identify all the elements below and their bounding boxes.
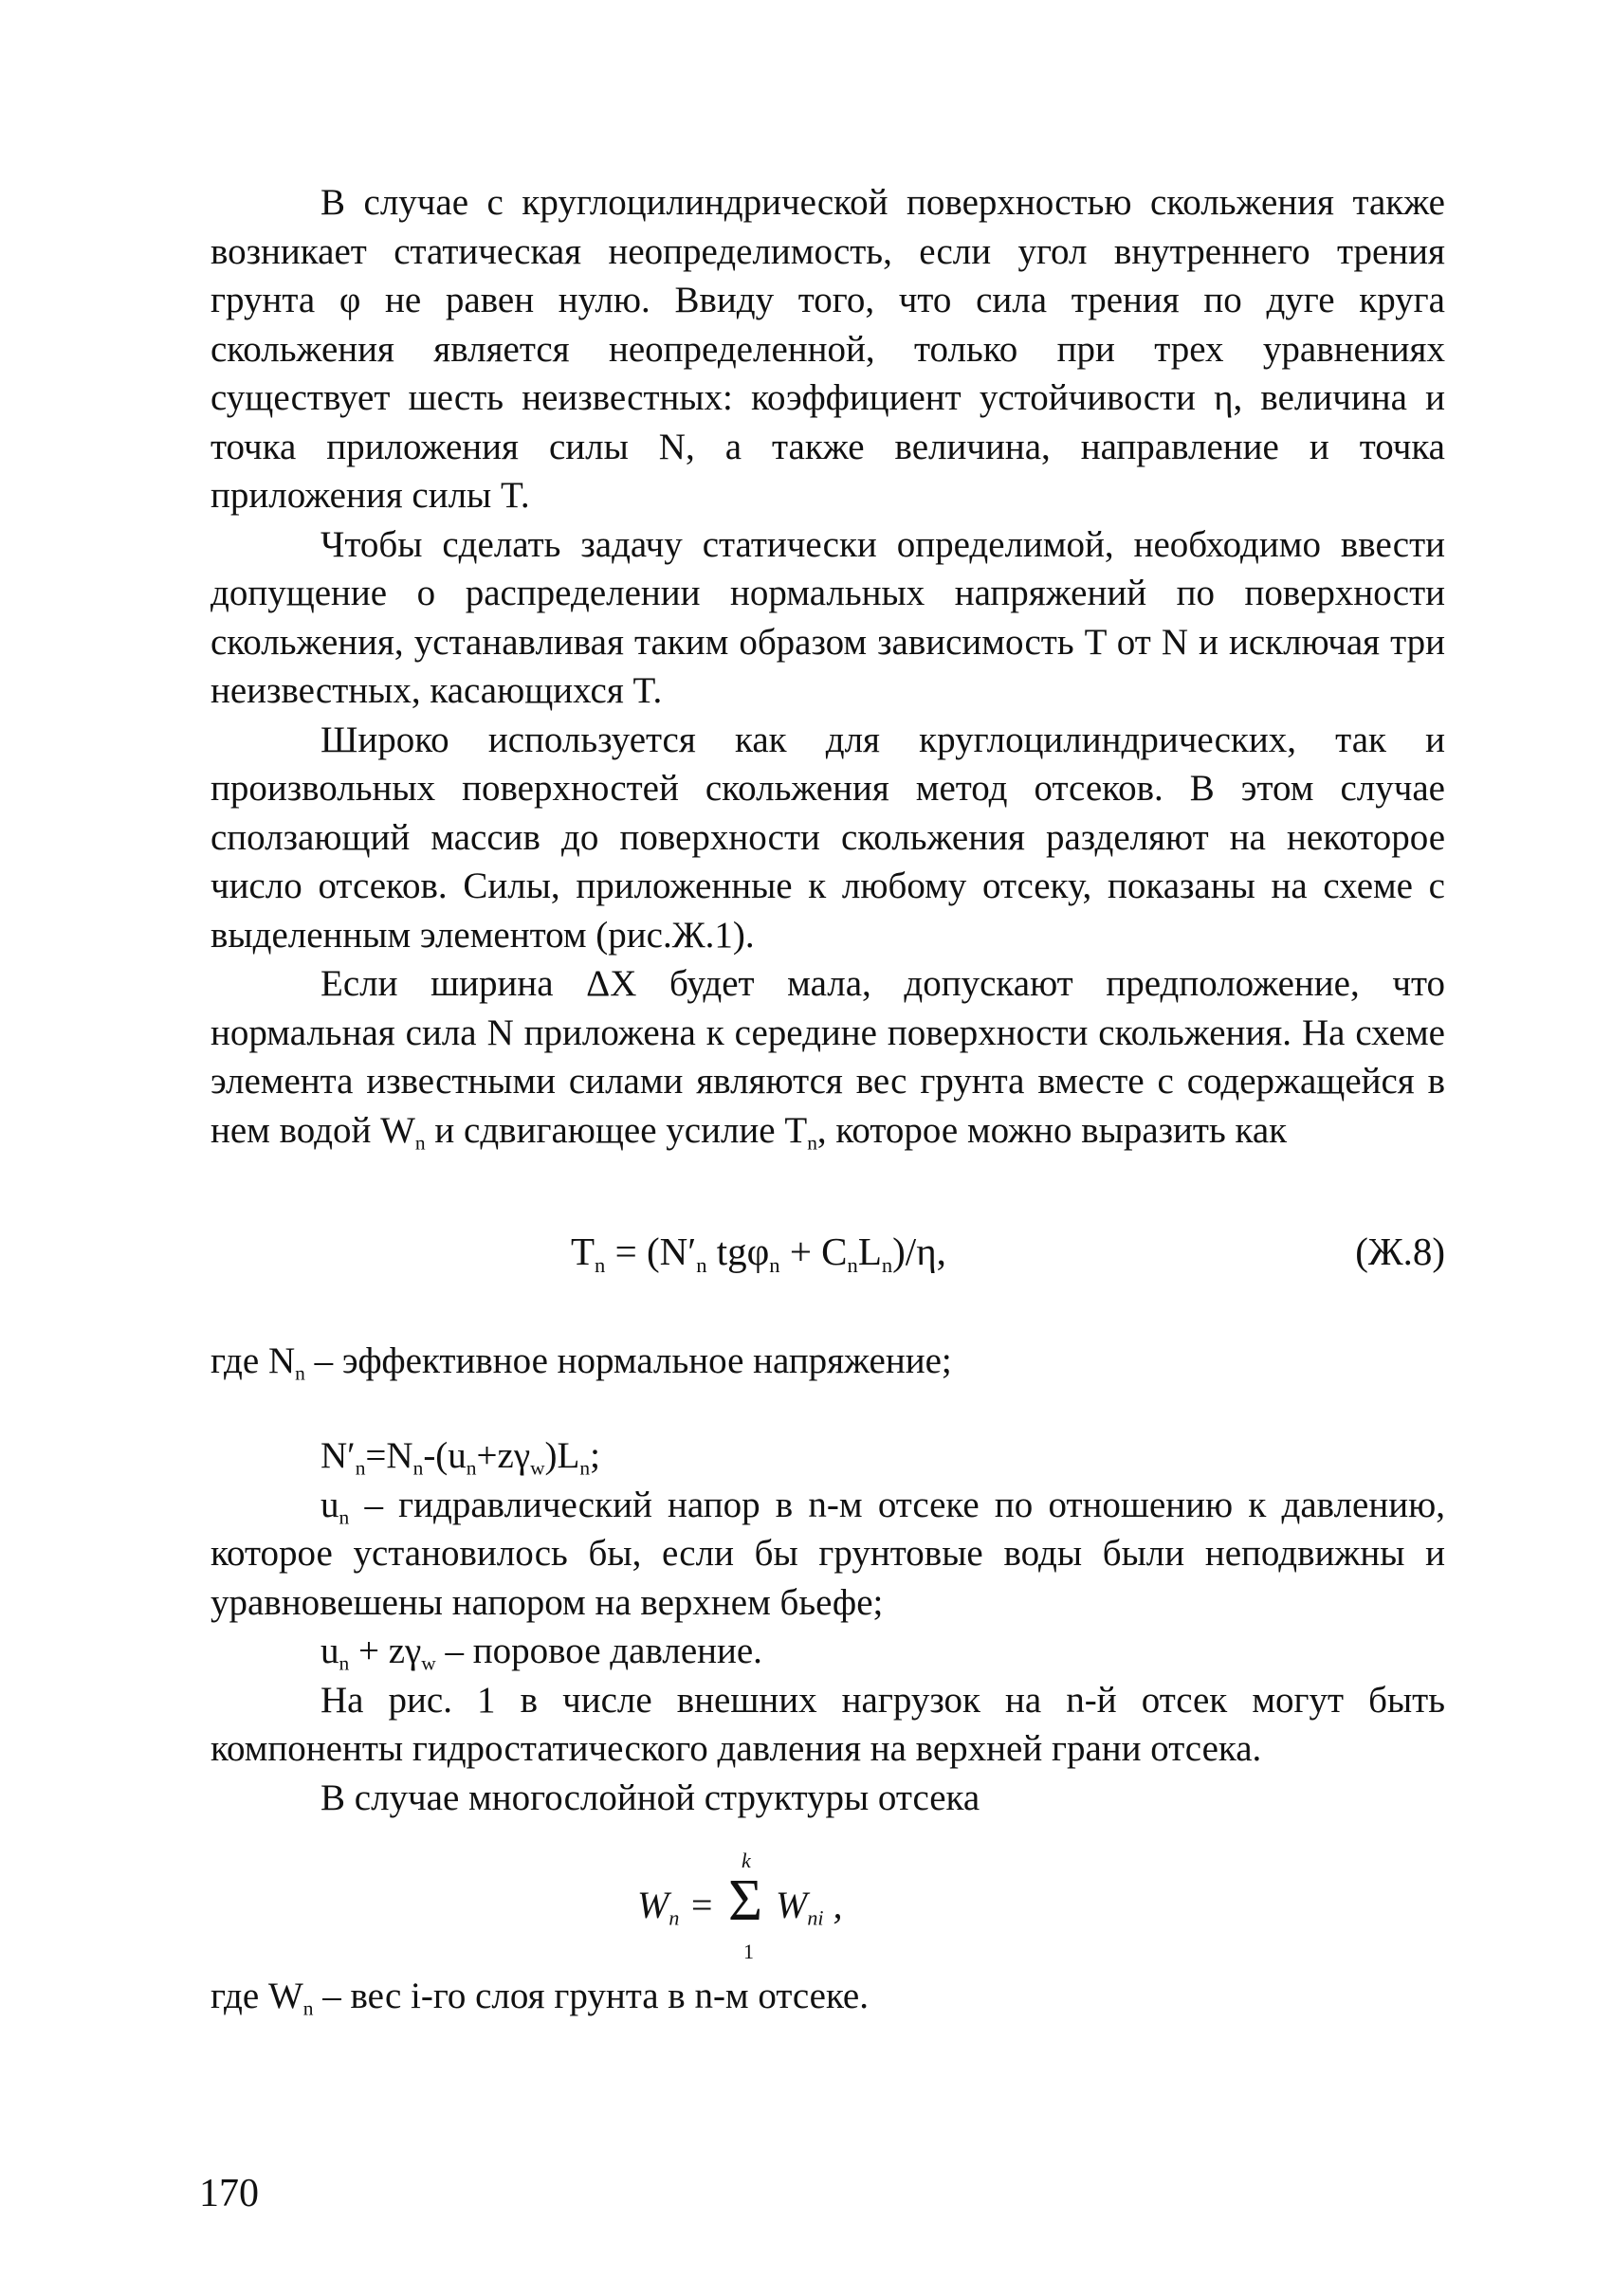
paragraph-5: На рис. 1 в числе внешних нагрузок на n-й отсек могут быть компоненты гидростатического давления на верхней грани отсека. [211,1679,1445,1769]
definitions [211,1431,1445,1822]
paragraph-4-text-1: Если ширина ΔX будет мала, допускают предположение, что нормальная сила N приложена к середине поверхности скольжения. На схеме элемента известными силами являются вес грунта вместе с содержащейся в нем водой W [211,963,1445,1151]
paragraph-1: В случае с круглоцилиндрической поверхностью скольжения также возникает статическая неопределимость, если угол внутреннего трения грунта φ не равен нулю. Ввиду того, что сила трения по дуге круга скольжения является неопределенной, только при трех уравнениях существует шесть неизвестных: коэффициент устойчивости η, величина и точка приложения силы N, а также величина, направление и точка приложения силы T. [211,182,1445,516]
subscript-n: n [807,1131,817,1154]
paragraph-6: В случае многослойной структуры отсека [321,1777,980,1818]
definition-n-prime: $N'_n=N_n-(u_n+z\gamma_w)L_n$; [321,1435,600,1480]
equation-number: (Ж.8) [1355,1230,1445,1273]
sigma-symbol: Σ [728,1868,763,1933]
where-clause-2: где $W_n$ – вес i-го слоя грунта в n-м отсеке. [211,1976,869,2020]
subscript-n: n [414,1131,426,1154]
sum-upper-limit: k [742,1849,751,1872]
where-clause-1: где $N_n$ – эффективное нормальное напряжение; [211,1340,952,1385]
formula-sum-weights: $W_n$ = k Σ 1 $W_{ni}$ , [637,1849,843,1963]
body-text [211,178,1445,1155]
definition-un: $u_n$ – гидравлический напор в n-м отсеке по отношению к давлению, которое установилось бы, если бы грунтовые воды были неподвижны и уравновешены напором на верхнем бьефе; [211,1484,1445,1623]
page-number: 170 [199,2172,259,2215]
paragraph-3: Широко используется как для круглоцилиндрических, так и произвольных поверхностей скольжения метод отсеков. В этом случае сползающий массив до поверхности скольжения разделяют на некоторое число отсеков. Силы, приложенные к любому отсеку, показаны на схеме с выделенным элементом (рис.Ж.1). [211,719,1445,956]
definition-pore-pressure: $u_n + z\gamma_w$ – поровое давление. [321,1631,762,1675]
paragraph-2: Чтобы сделать задачу статически определимой, необходимо ввести допущение о распределении нормальных напряжений по поверхности скольжения, устанавливая таким образом зависимость T от N и исключая три неизвестных, касающихся T. [211,523,1445,711]
paragraph-4-text-3: , которое можно выразить как [816,1109,1288,1151]
paragraph-4-text-2: и сдвигающее усилие T [425,1109,808,1151]
paragraph-4 [211,959,1445,1155]
formula-zh8: $T_n = (N'_n$ $tg\varphi_n + C_nL_n)/\eta$, (Ж.8) [571,1223,1445,1280]
sum-lower-limit: 1 [743,1940,754,1963]
